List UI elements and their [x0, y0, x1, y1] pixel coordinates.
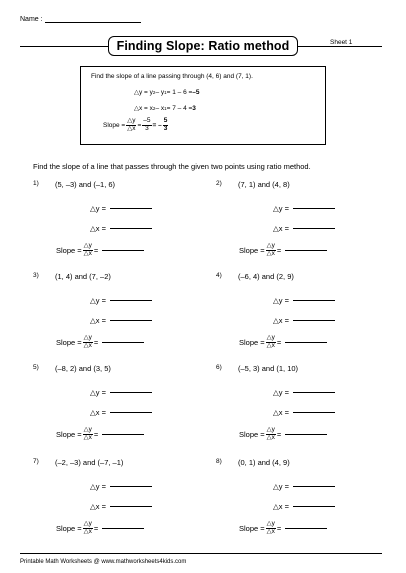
dy-answer-blank[interactable] — [293, 486, 335, 487]
dy-answer-blank[interactable] — [110, 392, 152, 393]
dx-row — [90, 316, 152, 325]
problem-4 — [216, 272, 396, 362]
dx-row — [90, 502, 152, 511]
slope-row — [239, 427, 327, 441]
problem-number: 2) — [216, 180, 222, 187]
slope-row — [56, 335, 144, 349]
example-prompt: Find the slope of a line passing through (4, 6) and (7, 1). — [91, 73, 253, 80]
slope-fraction: $\frac{\triangle y}{\triangle x}$ — [83, 242, 92, 257]
dx-row — [90, 408, 152, 417]
slope-fraction: $\frac{\triangle y}{\triangle x}$ — [266, 426, 275, 441]
page-title: Finding Slope: Ratio method — [108, 36, 298, 56]
dx-label: △x = — [273, 408, 289, 417]
slope-fraction: $\frac{\triangle y}{\triangle x}$ — [83, 520, 92, 535]
slope-row — [56, 521, 144, 535]
dx-label: △x = — [273, 316, 289, 325]
equals-sign: = — [276, 523, 282, 533]
name-row — [20, 15, 141, 23]
slope-label: Slope = — [239, 245, 265, 255]
dx-answer-blank[interactable] — [293, 228, 335, 229]
dx-row — [273, 502, 335, 511]
problem-number: 5) — [33, 364, 39, 371]
problem-points: (–2, –3) and (–7, –1) — [55, 458, 124, 467]
slope-fraction: $\frac{\triangle y}{\triangle x}$ — [266, 334, 275, 349]
dy-row — [273, 204, 335, 213]
slope-label: Slope = — [239, 523, 265, 533]
problem-number: 1) — [33, 180, 39, 187]
slope-label: Slope = — [56, 245, 82, 255]
dy-label: △y = — [90, 296, 106, 305]
slope-answer-blank[interactable] — [102, 528, 144, 529]
problem-points: (1, 4) and (7, –2) — [55, 272, 111, 281]
example-slope-fraction: $\frac{\triangle y}{\triangle x}$ — [127, 117, 136, 132]
slope-answer-blank[interactable] — [285, 528, 327, 529]
dy-answer-blank[interactable] — [293, 300, 335, 301]
slope-fraction: $\frac{\triangle y}{\triangle x}$ — [266, 242, 275, 257]
dx-row — [273, 408, 335, 417]
dx-answer-blank[interactable] — [293, 506, 335, 507]
dy-row — [90, 296, 152, 305]
example-dy-line: △y = y 2 – y 1 = 1 – 6 = –5 — [134, 88, 200, 96]
example-result-fraction: $\frac{5}{3}$ — [163, 117, 168, 132]
problem-number: 8) — [216, 458, 222, 465]
problem-8 — [216, 458, 396, 548]
slope-label: Slope = — [56, 429, 82, 439]
problem-7 — [33, 458, 213, 548]
example-value-fraction: $\frac{-5}{3}$ — [143, 117, 151, 132]
slope-answer-blank[interactable] — [285, 342, 327, 343]
dy-row — [90, 388, 152, 397]
slope-answer-blank[interactable] — [285, 434, 327, 435]
dy-label: △y = — [273, 296, 289, 305]
problem-number: 6) — [216, 364, 222, 371]
name-blank[interactable] — [45, 15, 141, 23]
dx-answer-blank[interactable] — [110, 412, 152, 413]
dy-label: △y = — [90, 482, 106, 491]
equals-sign: = — [276, 429, 282, 439]
dy-row — [273, 388, 335, 397]
slope-answer-blank[interactable] — [102, 434, 144, 435]
slope-answer-blank[interactable] — [285, 250, 327, 251]
slope-row — [239, 521, 327, 535]
dx-label: △x = — [273, 502, 289, 511]
dy-answer-blank[interactable] — [293, 392, 335, 393]
name-label: Name : — [20, 16, 43, 23]
example-slope-line: Slope = $\frac{\triangle y}{\triangle x}$ = $\frac{-5}{3}$ = – $\frac{5}{3}$ — [103, 117, 168, 132]
dy-answer-blank[interactable] — [293, 208, 335, 209]
slope-label: Slope = — [56, 337, 82, 347]
equals-sign: = — [93, 337, 99, 347]
problem-points: (7, 1) and (4, 8) — [238, 180, 290, 189]
equals-sign: = — [276, 245, 282, 255]
equals-sign: = — [93, 523, 99, 533]
problem-6 — [216, 364, 396, 454]
dy-row — [273, 482, 335, 491]
slope-fraction: $\frac{\triangle y}{\triangle x}$ — [83, 334, 92, 349]
problem-2 — [216, 180, 396, 270]
instructions: Find the slope of a line that passes through the given two points using ratio method. — [33, 162, 311, 171]
dy-row — [273, 296, 335, 305]
slope-row — [56, 427, 144, 441]
dx-answer-blank[interactable] — [293, 320, 335, 321]
dy-row — [90, 204, 152, 213]
problem-5 — [33, 364, 213, 454]
slope-row — [56, 243, 144, 257]
footer-credit: Printable Math Worksheets @ www.mathworksheets4kids.com — [20, 559, 187, 565]
problem-number: 4) — [216, 272, 222, 279]
dx-answer-blank[interactable] — [293, 412, 335, 413]
problem-points: (–6, 4) and (2, 9) — [238, 272, 294, 281]
problem-1 — [33, 180, 213, 270]
dx-label: △x = — [90, 502, 106, 511]
dy-label: △y = — [273, 482, 289, 491]
dx-row — [273, 316, 335, 325]
dx-answer-blank[interactable] — [110, 506, 152, 507]
slope-label: Slope = — [239, 337, 265, 347]
dy-answer-blank[interactable] — [110, 300, 152, 301]
dx-label: △x = — [90, 224, 106, 233]
dx-answer-blank[interactable] — [110, 320, 152, 321]
slope-row — [239, 335, 327, 349]
dy-label: △y = — [90, 388, 106, 397]
equals-sign: = — [93, 429, 99, 439]
problem-points: (–8, 2) and (3, 5) — [55, 364, 111, 373]
dy-row — [90, 482, 152, 491]
problem-number: 3) — [33, 272, 39, 279]
dx-row — [273, 224, 335, 233]
example-dx-result: 3 — [192, 104, 196, 112]
slope-fraction: $\frac{\triangle y}{\triangle x}$ — [83, 426, 92, 441]
problem-points: (0, 1) and (4, 9) — [238, 458, 290, 467]
dy-answer-blank[interactable] — [110, 208, 152, 209]
slope-label: Slope = — [56, 523, 82, 533]
problem-points: (–5, 3) and (1, 10) — [238, 364, 299, 373]
slope-row — [239, 243, 327, 257]
dy-label: △y = — [90, 204, 106, 213]
slope-answer-blank[interactable] — [102, 342, 144, 343]
equals-sign: = — [93, 245, 99, 255]
dy-label: △y = — [273, 204, 289, 213]
problem-points: (5, –3) and (–1, 6) — [55, 180, 116, 189]
dy-answer-blank[interactable] — [110, 486, 152, 487]
footer-rule — [20, 553, 382, 554]
example-dy-result: –5 — [192, 88, 200, 96]
sheet-label: Sheet 1 — [330, 39, 353, 46]
problem-number: 7) — [33, 458, 39, 465]
example-box — [80, 66, 326, 145]
dx-label: △x = — [90, 316, 106, 325]
equals-sign: = — [276, 337, 282, 347]
dx-answer-blank[interactable] — [110, 228, 152, 229]
problem-3 — [33, 272, 213, 362]
dx-label: △x = — [90, 408, 106, 417]
slope-answer-blank[interactable] — [102, 250, 144, 251]
dy-label: △y = — [273, 388, 289, 397]
example-dx-line: △x = x 2 – x 1 = 7 – 4 = 3 — [134, 104, 196, 112]
slope-label: Slope = — [239, 429, 265, 439]
dx-row — [90, 224, 152, 233]
dx-label: △x = — [273, 224, 289, 233]
slope-fraction: $\frac{\triangle y}{\triangle x}$ — [266, 520, 275, 535]
